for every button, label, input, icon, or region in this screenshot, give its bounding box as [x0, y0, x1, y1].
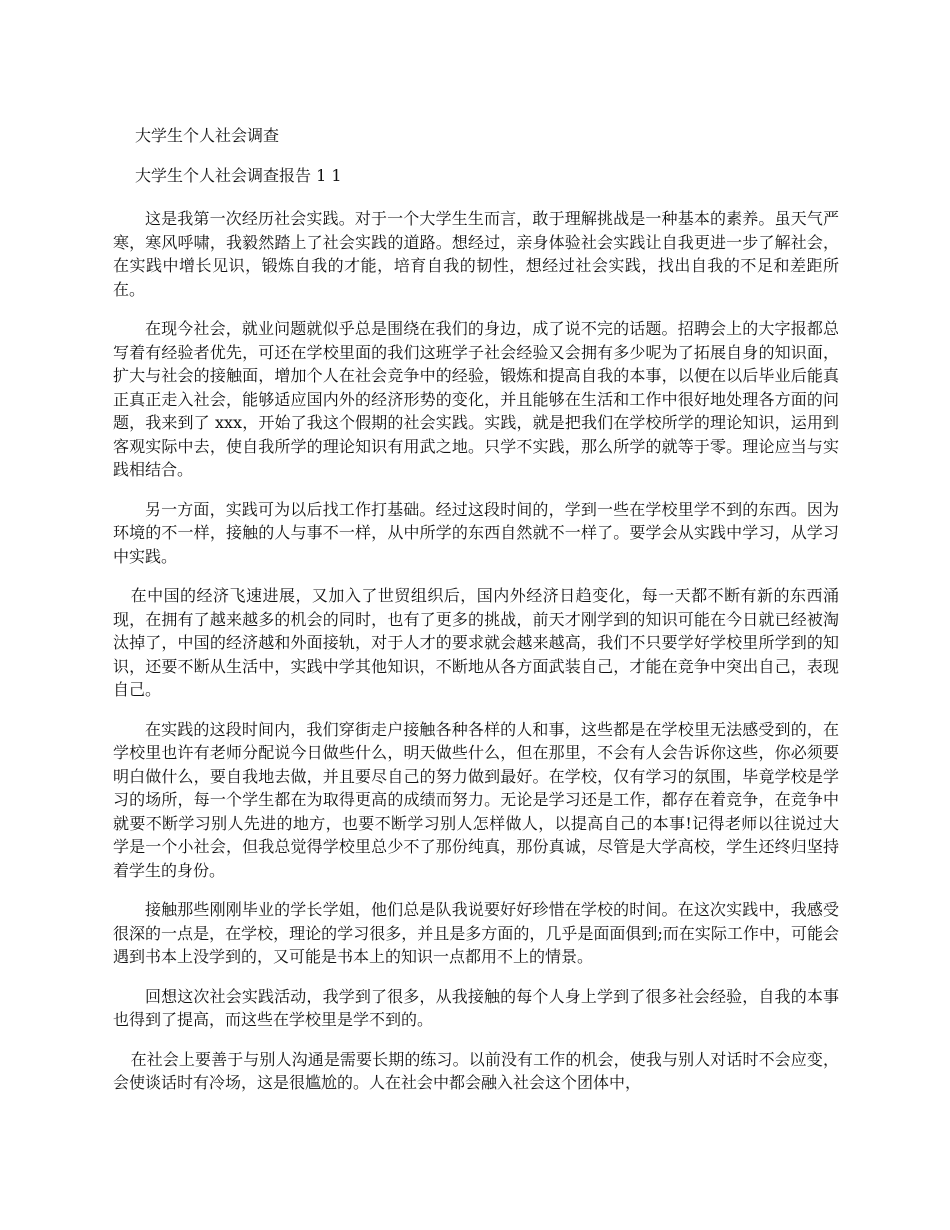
paragraph-5: 在实践的这段时间内，我们穿街走户接触各种各样的人和事，这些都是在学校里无法感受到的，在学校里也许有老师分配说今日做些什么，明天做些什么，但在那里，不会有人会告诉你这些，你必须要明白做什么，要自我地去做，并且要尽自己的努力做到最好。在学校，仅有学习的氛围，毕竟学校是学习的场所，每一个学生都在为取得更高的成绩而努力。无论是学习还是工作，都存在着竞争，在竞争中就要不断学习别人先进的地方，也要不断学习别人怎样做人，以提高自己的本事!记得老师以往说过大学是一个小社会，但我总觉得学校里总少不了那份纯真，那份真诚，尽管是大学高校，学生还终归坚持着学生的身份。	[113, 719, 839, 880]
report-subtitle: 大学生个人社会调查报告 1 1	[135, 166, 342, 185]
document-title: 大学生个人社会调查	[135, 126, 280, 145]
paragraph-1: 这是我第一次经历社会实践。对于一个大学生生而言，敢于理解挑战是一种基本的素养。虽天气严寒，寒风呼啸，我毅然踏上了社会实践的道路。想经过，亲身体验社会实践让自我更进一步了解社会，在实践中增长见识，锻炼自我的才能，培育自我的韧性，想经过社会实践，找出自我的不足和差距所在。	[113, 209, 839, 299]
paragraph-2: 在现今社会，就业问题就似乎总是围绕在我们的身边，成了说不完的话题。招聘会上的大字报都总写着有经验者优先，可还在学校里面的我们这班学子社会经验又会拥有多少呢为了拓展自身的知识面，扩大与社会的接触面，增加个人在社会竞争中的经验，锻炼和提高自我的本事，以便在以后毕业后能真正真正走入社会，能够适应国内外的经济形势的变化，并且能够在生活和工作中很好地处理各方面的问题，我来到了 xxx，开始了我这个假期的社会实践。实践，就是把我们在学校所学的理论知识，运用到客观实际中去，使自我所学的理论知识有用武之地。只学不实践，那么所学的就等于零。理论应当与实践相结合。	[113, 319, 839, 479]
paragraph-6: 接触那些刚刚毕业的学长学姐，他们总是队我说要好好珍惜在学校的时间。在这次实践中，我感受很深的一点是，在学校，理论的学习很多，并且是多方面的，几乎是面面俱到;而在实际工作中，可能会遇到书本上没学到的，又可能是书本上的知识一点都用不上的情景。	[113, 900, 839, 966]
paragraph-8: 在社会上要善于与别人沟通是需要长期的练习。以前没有工作的机会，使我与别人对话时不会应变，会使谈话时有冷场，这是很尴尬的。人在社会中都会融入社会这个团体中，	[113, 1049, 839, 1092]
paragraph-7: 回想这次社会实践活动，我学到了很多，从我接触的每个人身上学到了很多社会经验，自我的本事也得到了提高，而这些在学校里是学不到的。	[113, 986, 839, 1029]
paragraph-4: 在中国的经济飞速进展，又加入了世贸组织后，国内外经济日趋变化，每一天都不断有新的东西涌现，在拥有了越来越多的机会的同时，也有了更多的挑战，前天才刚学到的知识可能在今日就已经被淘汰掉了，中国的经济越和外面接轨，对于人才的要求就会越来越高，我们不只要学好学校里所学到的知识，还要不断从生活中，实践中学其他知识，不断地从各方面武装自己，才能在竞争中突出自己，表现自己。	[113, 586, 839, 699]
document-content	[113, 124, 839, 1111]
paragraph-3: 另一方面，实践可为以后找工作打基础。经过这段时间的，学到一些在学校里学不到的东西。因为环境的不一样，接触的人与事不一样，从中所学的东西自然就不一样了。要学会从实践中学习，从学习中实践。	[113, 499, 839, 566]
